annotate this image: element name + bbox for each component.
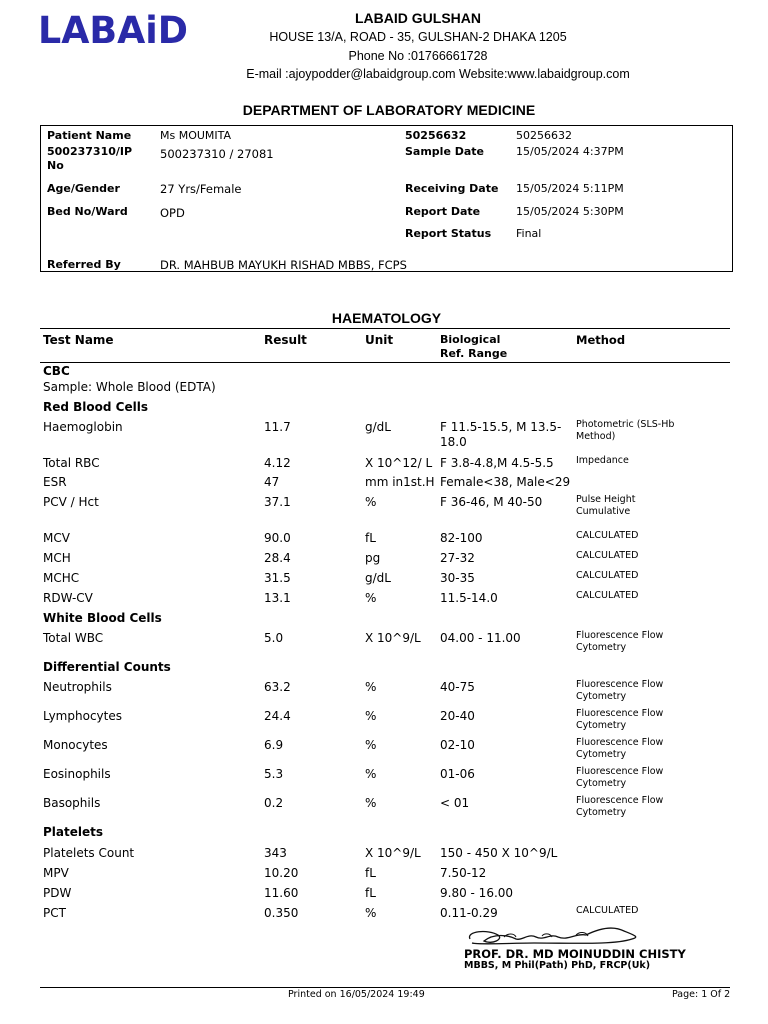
patient-name-label: Patient Name [47,129,132,142]
row-range: < 01 [440,796,470,810]
row-result: 63.2 [264,680,291,694]
row-result: 13.1 [264,591,291,605]
page-counter: Page: 1 Of 2 [672,989,731,1000]
row-method-line2: Cytometry [576,749,627,760]
row-test-name: Haemoglobin [43,420,123,434]
row-method: Fluorescence Flow [576,766,664,777]
row-test-name: Total WBC [43,631,104,645]
row-unit: pg [365,551,381,565]
labaid-logo [38,12,190,46]
row-range: F 11.5-15.5, M 13.5- [440,420,562,434]
row-method-line2: Cytometry [576,778,627,789]
patient-id-value: 500237310 / 27081 [160,147,274,161]
sample-date-label: Sample Date [405,145,485,158]
row-result: 5.0 [264,631,284,645]
row-method-line2: Cytometry [576,691,627,702]
row-unit: X 10^9/L [365,631,421,645]
group-platelets: Platelets [43,825,104,839]
row-method: Fluorescence Flow [576,630,664,641]
row-result: 24.4 [264,709,291,723]
row-unit: % [365,591,377,605]
row-range: 40-75 [440,680,475,694]
receiving-date-label: Receiving Date [405,182,499,195]
row-unit: % [365,906,377,920]
row-range: 7.50-12 [440,866,487,880]
group-white-blood-cells: White Blood Cells [43,611,162,625]
row-range: 27-32 [440,551,475,565]
col-range-line1: Biological [440,333,501,346]
row-result: 6.9 [264,738,284,752]
signatory-degrees: MBBS, M Phil(Path) PhD, FRCP(Uk) [464,960,651,971]
row-unit: X 10^12/ L [365,456,433,470]
group-red-blood-cells: Red Blood Cells [43,400,148,414]
row-result: 0.350 [264,906,299,920]
row-result: 10.20 [264,866,299,880]
hospital-address: HOUSE 13/A, ROAD - 35, GULSHAN-2 DHAKA 1205 [269,30,567,44]
row-range: Female<38, Male<29 [440,475,571,489]
hospital-name: LABAID GULSHAN [355,10,481,26]
row-method-line2: Method) [576,431,616,442]
row-range: 150 - 450 X 10^9/L [440,846,558,860]
row-result: 4.12 [264,456,291,470]
hospital-contact: E-mail :ajoypodder@labaidgroup.com Website:www.labaidgroup.com [246,67,630,81]
row-method: CALCULATED [576,530,639,541]
hospital-phone: Phone No :01766661728 [348,49,488,63]
cbc-sample: Sample: Whole Blood (EDTA) [43,380,216,394]
referred-by-value: DR. MAHBUB MAYUKH RISHAD MBBS, FCPS [160,258,407,272]
row-test-name: Monocytes [43,738,108,752]
row-test-name: Basophils [43,796,101,810]
sample-number-value: 50256632 [516,129,572,142]
row-unit: mm in1st.H [365,475,435,489]
row-result: 0.2 [264,796,284,810]
row-test-name: Eosinophils [43,767,111,781]
row-result: 11.7 [264,420,291,434]
printed-on: Printed on 16/05/2024 19:49 [288,989,425,1000]
report-status-label: Report Status [405,227,492,240]
row-result: 31.5 [264,571,291,585]
row-range: 30-35 [440,571,475,585]
row-range: 11.5-14.0 [440,591,498,605]
row-range: 9.80 - 16.00 [440,886,514,900]
age-gender-value: 27 Yrs/Female [160,182,242,196]
row-method: Pulse Height [576,494,636,505]
row-range: 20-40 [440,709,475,723]
row-method: Fluorescence Flow [576,737,664,748]
row-result: 37.1 [264,495,291,509]
patient-name-value: Ms MOUMITA [160,129,232,142]
row-unit: % [365,796,377,810]
row-result: 47 [264,475,280,489]
col-unit: Unit [365,333,394,347]
row-unit: % [365,709,377,723]
row-method: CALCULATED [576,905,639,916]
row-range: 04.00 - 11.00 [440,631,521,645]
row-unit: fL [365,531,376,545]
row-method-line2: Cumulative [576,506,631,517]
row-unit: g/dL [365,571,391,585]
row-result: 90.0 [264,531,291,545]
row-test-name: Lymphocytes [43,709,122,723]
row-range: 0.11-0.29 [440,906,498,920]
row-unit: % [365,767,377,781]
report-status-value: Final [516,227,542,240]
cbc-title: CBC [43,364,70,378]
footer-rule [40,987,730,988]
row-test-name: MCH [43,551,71,565]
row-test-name: PCT [43,906,66,920]
bed-ward-label: Bed No/Ward [47,205,128,218]
row-method: Fluorescence Flow [576,795,664,806]
logo-text: LABAiD [38,12,188,46]
row-test-name: Total RBC [43,456,100,470]
row-unit: fL [365,886,376,900]
row-method: Fluorescence Flow [576,679,664,690]
row-unit: % [365,495,377,509]
row-method-line2: Cytometry [576,720,627,731]
row-result: 343 [264,846,287,860]
row-test-name: MCV [43,531,70,545]
row-test-name: ESR [43,475,67,489]
col-range-line2: Ref. Range [440,347,508,360]
receiving-date-value: 15/05/2024 5:11PM [516,182,624,195]
row-range-line2: 18.0 [440,435,467,449]
row-method: CALCULATED [576,590,639,601]
patient-id-label: 500237310/IP No [47,145,133,172]
signatory-name: PROF. DR. MD MOINUDDIN CHISTY [464,947,686,961]
row-method-line2: Cytometry [576,642,627,653]
row-unit: X 10^9/L [365,846,421,860]
row-range: 01-06 [440,767,475,781]
row-method: Fluorescence Flow [576,708,664,719]
sample-number-label: 50256632 [405,129,467,142]
row-test-name: PDW [43,886,72,900]
report-date-label: Report Date [405,205,481,218]
row-result: 5.3 [264,767,284,781]
row-test-name: PCV / Hct [43,495,99,509]
table-header-rule [40,362,730,363]
row-result: 28.4 [264,551,291,565]
report-date-value: 15/05/2024 5:30PM [516,205,624,218]
col-test-name: Test Name [43,333,114,347]
row-unit: % [365,680,377,694]
col-result: Result [264,333,307,347]
age-gender-label: Age/Gender [47,182,120,195]
row-unit: g/dL [365,420,391,434]
row-method: Impedance [576,455,629,466]
row-method: Photometric (SLS-Hb [576,419,675,430]
row-test-name: Neutrophils [43,680,112,694]
department-title: DEPARTMENT OF LABORATORY MEDICINE [242,102,536,118]
table-top-rule [40,328,730,329]
col-method: Method [576,333,626,347]
section-title: HAEMATOLOGY [331,310,442,326]
row-range: 02-10 [440,738,475,752]
row-test-name: RDW-CV [43,591,93,605]
row-range: 82-100 [440,531,483,545]
sample-date-value: 15/05/2024 4:37PM [516,145,624,158]
row-unit: % [365,738,377,752]
row-method: CALCULATED [576,570,639,581]
referred-by-label: Referred By [47,258,121,271]
row-method-line2: Cytometry [576,807,627,818]
bed-ward-value: OPD [160,206,185,220]
row-range: F 3.8-4.8,M 4.5-5.5 [440,456,554,470]
row-range: F 36-46, M 40-50 [440,495,543,509]
row-test-name: MCHC [43,571,80,585]
row-test-name: MPV [43,866,69,880]
row-method: CALCULATED [576,550,639,561]
row-unit: fL [365,866,376,880]
group-differential-counts: Differential Counts [43,660,171,674]
row-test-name: Platelets Count [43,846,135,860]
row-result: 11.60 [264,886,299,900]
